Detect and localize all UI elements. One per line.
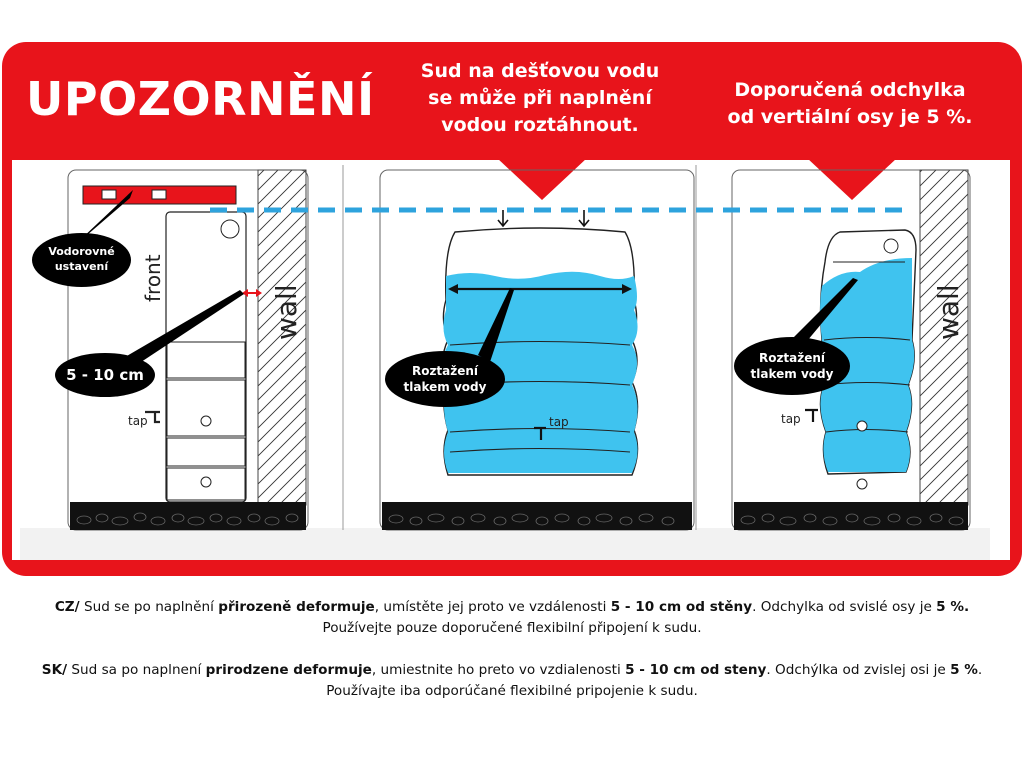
note2-line: od vertiální osy je 5 %. [727,106,973,128]
caption-text: 5 % [950,662,978,678]
callout-line: tlakem vody [750,367,834,381]
tap-label-2: tap [549,415,569,429]
caption-text: 5 %. [936,599,970,615]
header-note-deviation [700,77,1000,131]
caption-text: . Odchýlka od zvislej osi je [766,662,951,678]
ground [70,502,306,530]
callout-line: tlakem vody [403,380,487,394]
caption-text: CZ/ [54,599,80,615]
tap-label-3: tap [781,412,801,426]
caption-text: , umístěte jej proto ve vzdálenosti [374,599,611,615]
caption-text: , umiestnite ho preto vo vzdialenosti [371,662,626,678]
note1-line: vodou roztáhnout. [441,114,639,136]
caption-text: prirodzene deformuje [205,662,372,678]
caption-cz-line2: Používejte pouze doporučené flexibilní připojení k sudu. [322,620,702,636]
callout-expansion-2 [385,351,505,407]
caption-text: . [977,662,983,678]
warning-title: UPOZORNĚNÍ [26,72,375,126]
caption-cz [0,597,1024,639]
header-note-expansion [400,58,680,139]
callout-line: Vodorovné [48,245,115,259]
caption-text: Sud se po naplnění [79,599,219,615]
caption-sk [0,660,1024,702]
callout-line: Roztažení [758,350,826,365]
note1-line: se může při naplnění [428,87,652,109]
caption-text: 5 - 10 cm od steny [625,662,767,678]
caption-text: 5 - 10 cm od stěny [610,599,753,615]
caption-text: SK/ [41,662,68,678]
callout-line: 5 - 10 cm [66,365,144,384]
callout-distance [55,353,155,397]
note2-line: Doporučená odchylka [734,79,966,101]
callout-line: Roztažení [411,363,479,378]
note1-line: Sud na dešťovou vodu [420,60,660,82]
caption-text: . Odchylka od svislé osy je [752,599,937,615]
wall-label-1: wall [270,284,303,340]
callout-expansion-3 [734,337,850,395]
callout-level [32,233,131,287]
caption-cz-line1 [0,597,1024,618]
caption-text: Sud sa po naplnení [67,662,206,678]
callout-line: ustavení [54,260,109,273]
caption-text: přirozeně deformuje [218,599,375,615]
wall-label-3: wall [932,284,965,340]
caption-sk-line2: Používajte iba odporúčané flexibilné pripojenie k sudu. [326,683,698,699]
tap-label-1: tap [128,414,148,428]
front-label: front [141,254,165,302]
caption-sk-line1 [0,660,1024,681]
